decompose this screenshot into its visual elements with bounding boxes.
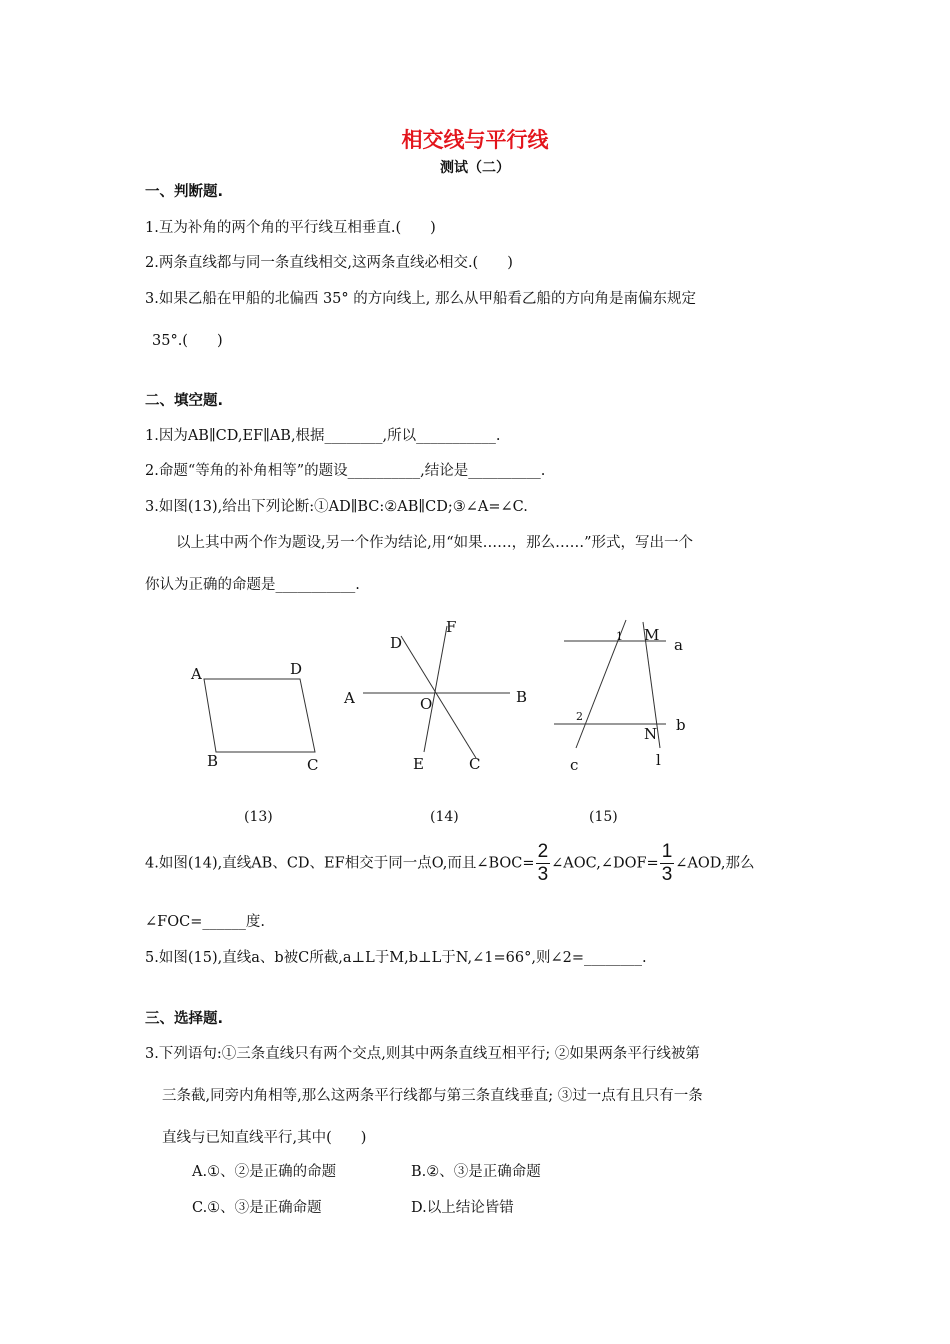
s2-question-3-line3: 你认为正确的命题是___________. <box>145 577 360 593</box>
s3-question-3-line2: 三条截,同旁内角相等,那么这两条平行线都与第三条直线垂直; ③过一点有且只有一条 <box>162 1088 703 1104</box>
fraction-one-third <box>660 841 675 886</box>
s1-question-3-line2: 35°.( ) <box>152 333 223 349</box>
fig15-label-b: b <box>676 716 686 734</box>
figure-14 <box>343 618 527 773</box>
fig13-caption: (13) <box>244 809 273 825</box>
fraction-two-thirds <box>536 841 551 886</box>
s1-question-2: 2.两条直线都与同一条直线相交,这两条直线必相交.( ) <box>145 255 513 271</box>
option-a: A.①、②是正确的命题 <box>192 1164 337 1180</box>
page-subtitle: 测试（二） <box>440 160 510 176</box>
q4-prefix: 4.如图(14),直线AB、CD、EF相交于同一点O,而且∠BOC= <box>145 855 535 872</box>
line-FE <box>424 626 447 752</box>
fraction-denominator: 3 <box>661 864 673 885</box>
fig14-label-C: C <box>469 755 481 773</box>
fig13-label-C: C <box>307 756 319 774</box>
figures-area <box>180 612 700 832</box>
fig15-label-N: N <box>644 725 658 743</box>
figure-15 <box>554 620 686 774</box>
fig15-label-c: c <box>570 756 579 774</box>
section3-heading: 三、选择题. <box>145 1011 224 1027</box>
fraction-numerator: 1 <box>661 841 673 862</box>
s2-question-3-line2: 以上其中两个作为题设,另一个作为结论,用“如果……，那么……”形式，写出一个 <box>176 535 694 551</box>
q4-suffix: ∠AOD,那么 <box>675 855 755 872</box>
s2-question-5: 5.如图(15),直线a、b被C所截,a⊥L于M,b⊥L于N,∠1=66°,则∠2=________. <box>145 950 647 966</box>
fig13-label-D: D <box>290 660 303 678</box>
figure-13 <box>190 660 318 774</box>
fig14-label-B: B <box>516 688 528 706</box>
fig15-label-1: 1 <box>616 630 623 643</box>
fig14-label-O: O <box>420 695 433 713</box>
fig15-label-l: l <box>656 751 661 769</box>
option-b: B.②、③是正确命题 <box>411 1164 541 1180</box>
page-title: 相交线与平行线 <box>401 128 549 152</box>
parallelogram-abcd <box>204 679 315 752</box>
fig14-label-A: A <box>344 689 355 707</box>
fraction-numerator: 2 <box>537 841 549 862</box>
section1-heading: 一、判断题. <box>145 184 224 200</box>
fig15-caption: (15) <box>589 809 618 825</box>
s2-question-2: 2.命题“等角的补角相等”的题设__________,结论是__________. <box>145 463 546 479</box>
option-d: D.以上结论皆错 <box>411 1200 514 1216</box>
fig13-label-A: A <box>191 665 202 683</box>
fig14-caption: (14) <box>430 809 459 825</box>
fig15-label-2: 2 <box>576 710 583 723</box>
q4-mid: ∠AOC,∠DOF= <box>551 855 659 872</box>
fig15-label-M: M <box>644 626 660 644</box>
section2-heading: 二、填空题. <box>145 393 224 409</box>
fig14-label-F: F <box>446 618 457 636</box>
s2-question-4-line2: ∠FOC=______度. <box>145 914 265 930</box>
s2-question-4-line1 <box>145 841 755 886</box>
s3-question-3-line3: 直线与已知直线平行,其中( ) <box>162 1130 367 1146</box>
s1-question-1: 1.互为补角的两个角的平行线互相垂直.( ) <box>145 220 436 236</box>
line-DC <box>401 636 476 758</box>
fig14-label-D: D <box>390 634 403 652</box>
fig14-label-E: E <box>413 755 424 773</box>
s1-question-3-line1: 3.如果乙船在甲船的北偏西 35° 的方向线上, 那么从甲船看乙船的方向角是南偏东规定 <box>145 291 696 307</box>
s3-question-3-line1: 3.下列语句:①三条直线只有两个交点,则其中两条直线互相平行; ②如果两条平行线被第 <box>145 1046 700 1062</box>
fraction-denominator: 3 <box>537 864 549 885</box>
fig13-label-B: B <box>207 752 219 770</box>
s2-question-3-line1: 3.如图(13),给出下列论断:①AD∥BC:②AB∥CD;③∠A=∠C. <box>145 499 528 515</box>
option-c: C.①、③是正确命题 <box>192 1200 322 1216</box>
s2-question-1: 1.因为AB∥CD,EF∥AB,根据________,所以___________. <box>145 428 501 444</box>
fig15-label-a: a <box>674 636 683 654</box>
